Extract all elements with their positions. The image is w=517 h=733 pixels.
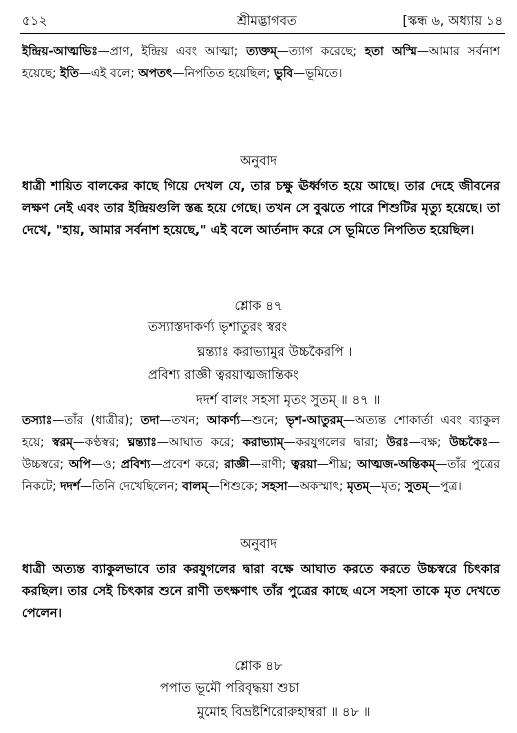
synonym-term: উচ্চকৈঃ xyxy=(449,435,488,449)
synonym-meaning: —এই বলে; xyxy=(78,66,139,80)
synonym-meaning: —ত্যাগ করেছে; xyxy=(276,44,365,58)
synonym-term: রাজ্ঞী xyxy=(224,457,250,471)
verse-line: প্রবিশ্য রাজ্ঞী ত্বরয়াত্মজান্তিকং xyxy=(148,368,299,383)
synonym-term: হতা অস্মি xyxy=(364,44,417,58)
synonym-term: উরঃ xyxy=(386,435,409,449)
synonym-meaning: —শুনে; xyxy=(239,413,286,427)
synonym-meaning: —আমার সর্বনাশ হয়েছে; xyxy=(22,44,500,80)
synonym-term: আত্মজ-অন্তিকম্ xyxy=(356,457,436,471)
synonym-meaning: —তাঁর পুত্রের নিকটে; xyxy=(22,457,500,493)
synonym-meaning: —রাণী; xyxy=(249,457,292,471)
synonym-term: ইন্দ্রিয়-আত্মভিঃ xyxy=(22,44,98,58)
synonym-meaning: —পুত্র। xyxy=(428,479,462,493)
synonym-meaning: —বক্ষ; xyxy=(408,435,450,449)
synonym-term: ভুবি xyxy=(274,66,294,80)
synonym-term: ত্বরয়া xyxy=(291,457,317,471)
page-header xyxy=(22,12,503,30)
synonym-term: সুতম্ xyxy=(404,479,429,493)
synonym-meaning: —উচ্চস্বরে; xyxy=(22,435,500,471)
synonym-meaning: —নিপতিত হয়েছিল; xyxy=(172,66,275,80)
translation-paragraph: ধাত্রী অত্যন্ত ব্যাকুলভাবে তার করযুগলের দ্বারা বক্ষে আঘাত করতে করতে উচ্চস্বরে চিৎকার করছিল। তার সেই চিৎকার শুনে রাণী তৎক্ষণাৎ তাঁর পুত্রের কাছে এসে সহসা তাকে মৃত দেখতে পেলেন। xyxy=(22,561,500,620)
synonym-term: তদা xyxy=(140,413,160,427)
translation-heading: অনুবাদ xyxy=(240,154,277,169)
book-title: শ্রীমদ্ভাগবত xyxy=(237,14,297,29)
verse-heading: শ্লোক ৪৭ xyxy=(234,299,283,314)
verse-line: তস্যাস্তদাকর্ণ্য ভৃশাতুরং স্বরং xyxy=(148,320,288,335)
synonym-meaning: —কণ্ঠস্বর; xyxy=(72,435,128,449)
synonym-term: বালম্ xyxy=(182,479,208,493)
synonym-term: আকর্ণ্য xyxy=(206,413,240,427)
synonym-meaning: —প্রাণ, ইন্দ্রিয় এবং আত্মা; xyxy=(97,44,247,58)
synonym-term: ত্যক্তম্ xyxy=(246,44,277,58)
synonym-meaning: —শিশুকে; xyxy=(207,479,262,493)
synonym-meaning: —আঘাত করে; xyxy=(156,435,243,449)
verse-line: পপাত ভূমৌ পরিবৃদ্ধয়া শুচা xyxy=(160,681,300,696)
synonym-term: ভৃশ-আতুরম্ xyxy=(285,413,343,427)
synonym-meaning: —তিনি দেখেছিলেন; xyxy=(79,479,183,493)
page-number: ৫১২ xyxy=(22,14,48,29)
synonym-term: অপি xyxy=(68,457,91,471)
synonym-term: তস্যাঃ xyxy=(22,413,53,427)
synonym-meaning: —ও; xyxy=(90,457,121,471)
verse-line: ঘ্নন্ত্যাঃ করাভ্যামুর উচ্চকৈরপি । xyxy=(197,345,353,360)
translation-heading: অনুবাদ xyxy=(240,537,277,552)
synonym-term: দদর্শ xyxy=(60,479,80,493)
synonym-meaning: —ভূমিতে। xyxy=(293,66,343,80)
verse-line: দদর্শ বালং সহসা মৃতং সুতম্ ॥ ৪৭ ॥ xyxy=(196,393,381,408)
synonym-term: ইতি xyxy=(60,66,79,80)
verse-heading: শ্লোক ৪৮ xyxy=(234,659,283,674)
synonyms-paragraph xyxy=(22,409,500,497)
synonym-meaning: —শীঘ্র; xyxy=(316,457,357,471)
synonym-meaning: —অত্যন্ত শোকার্তা এবং ব্যাকুল হয়ে; xyxy=(22,413,500,449)
synonym-meaning: —তখন; xyxy=(159,413,207,427)
synonym-term: সহসা xyxy=(261,479,288,493)
synonym-term: প্রবিশ্য xyxy=(120,457,151,471)
verse-line: মুমোহ বিভ্রষ্টশিরোরুহাম্বরা ॥ ৪৮ ॥ xyxy=(197,705,371,720)
translation-paragraph: ধাত্রী শায়িত বালকের কাছে গিয়ে দেখল যে, তার চক্ষু ঊর্ধ্বগত হয়ে আছে। তার দেহে জীবনের লক্ষণ নেই এবং তার ইন্দ্রিয়গুলি স্তব্ধ হয়ে গেছে। তখন সে বুঝতে পারে শিশুটির মৃত্যু হয়েছে। তা দেখে, "হায়, আমার সর্বনাশ হয়েছে," এই বলে আর্তনাদ করে সে ভূমিতে নিপতিত হয়েছিল। xyxy=(22,178,500,237)
section-label: [স্কন্ধ ৬, অধ্যায় ১৪ xyxy=(402,14,503,29)
synonym-term: মৃতম্ xyxy=(346,479,370,493)
synonym-term: স্বরম্ xyxy=(52,435,73,449)
synonym-term: অপতৎ xyxy=(138,66,173,80)
synonym-term: করাভ্যাম্ xyxy=(242,435,284,449)
header-rule xyxy=(20,33,505,34)
synonym-meaning: —করযুগলের দ্বারা; xyxy=(283,435,387,449)
synonym-meaning: —অকস্মাৎ; xyxy=(287,479,347,493)
synonym-term: ঘ্নন্ত্যাঃ xyxy=(127,435,157,449)
synonym-meaning: —তাঁর (ধাত্রীর); xyxy=(52,413,141,427)
synonym-meaning: —মৃত; xyxy=(369,479,405,493)
synonyms-paragraph xyxy=(22,40,500,84)
synonym-meaning: —প্রবেশ করে; xyxy=(150,457,225,471)
